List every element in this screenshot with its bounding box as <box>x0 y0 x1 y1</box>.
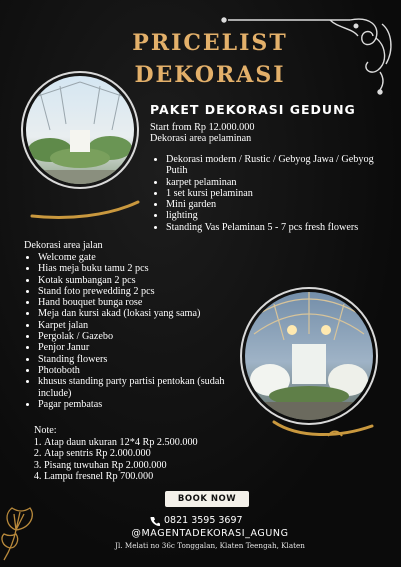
phone-icon <box>150 516 160 526</box>
book-now-button[interactable]: BOOK NOW <box>165 491 249 507</box>
jalan-heading: Dekorasi area jalan <box>24 240 103 251</box>
package-items <box>150 154 394 233</box>
list-item: 4. Lampu fresnel Rp 700.000 <box>44 471 268 482</box>
page-title: PRICELIST <box>132 30 288 56</box>
list-item: • Kotak sumbangan 2 pcs <box>38 275 242 286</box>
list-item: • Welcome gate <box>38 252 242 263</box>
ginkgo-leaf-icon <box>0 500 44 564</box>
list-item: 3. Pisang tuwuhan Rp 2.000.000 <box>44 460 268 471</box>
package-start-price: Start from Rp 12.000.000 <box>150 122 255 133</box>
package-title: PAKET DEKORASI GEDUNG <box>150 102 356 117</box>
list-item: • Dekorasi modern / Rustic / Gebyog Jawa / Gebyog Putih <box>166 154 394 177</box>
phone-row[interactable] <box>150 514 270 528</box>
list-item: • 1 set kursi pelaminan <box>166 188 394 199</box>
list-item: • lighting <box>166 210 394 221</box>
phone-number: 0821 3595 3697 <box>164 515 243 526</box>
jalan-items <box>22 252 242 410</box>
list-item: • karpet pelaminan <box>166 177 394 188</box>
package-subtitle: Dekorasi area pelaminan <box>150 133 252 144</box>
list-item: 1. Atap daun ukuran 12*4 Rp 2.500.000 <box>44 437 268 448</box>
list-item: • khusus standing party partisi pentokan (sudah include) <box>38 376 242 399</box>
list-item: • Photoboth <box>38 365 242 376</box>
note-items <box>28 437 268 482</box>
list-item: • Karpet jalan <box>38 320 242 331</box>
list-item: • Standing Vas Pelaminan 5 - 7 pcs fresh flowers <box>166 222 394 233</box>
list-item: • Pergolak / Gazebo <box>38 331 242 342</box>
list-item: • Penjor Janur <box>38 342 242 353</box>
list-item: • Meja dan kursi akad (lokasi yang sama) <box>38 308 242 319</box>
gold-swoosh-icon <box>28 198 144 222</box>
list-item: • Standing flowers <box>38 354 242 365</box>
list-item: • Hias meja buku tamu 2 pcs <box>38 263 242 274</box>
page-subtitle: DEKORASI <box>134 62 286 88</box>
list-item: • Stand foto prewedding 2 pcs <box>38 286 242 297</box>
list-item: 2. Atap sentris Rp 2.000.000 <box>44 448 268 459</box>
instagram-handle[interactable]: @MAGENTADEKORASI_AGUNG <box>131 528 289 539</box>
address: Jl. Melati no 36c Tonggalan, Klaten Teengah, Klaten <box>115 541 305 550</box>
gold-swoosh-icon-2 <box>268 402 380 442</box>
list-item: • Pagar pembatas <box>38 399 242 410</box>
note-heading: Note: <box>34 425 57 436</box>
list-item: • Mini garden <box>166 199 394 210</box>
list-item: • Hand bouquet bunga rose <box>38 297 242 308</box>
venue-photo-circle-1 <box>20 60 144 200</box>
